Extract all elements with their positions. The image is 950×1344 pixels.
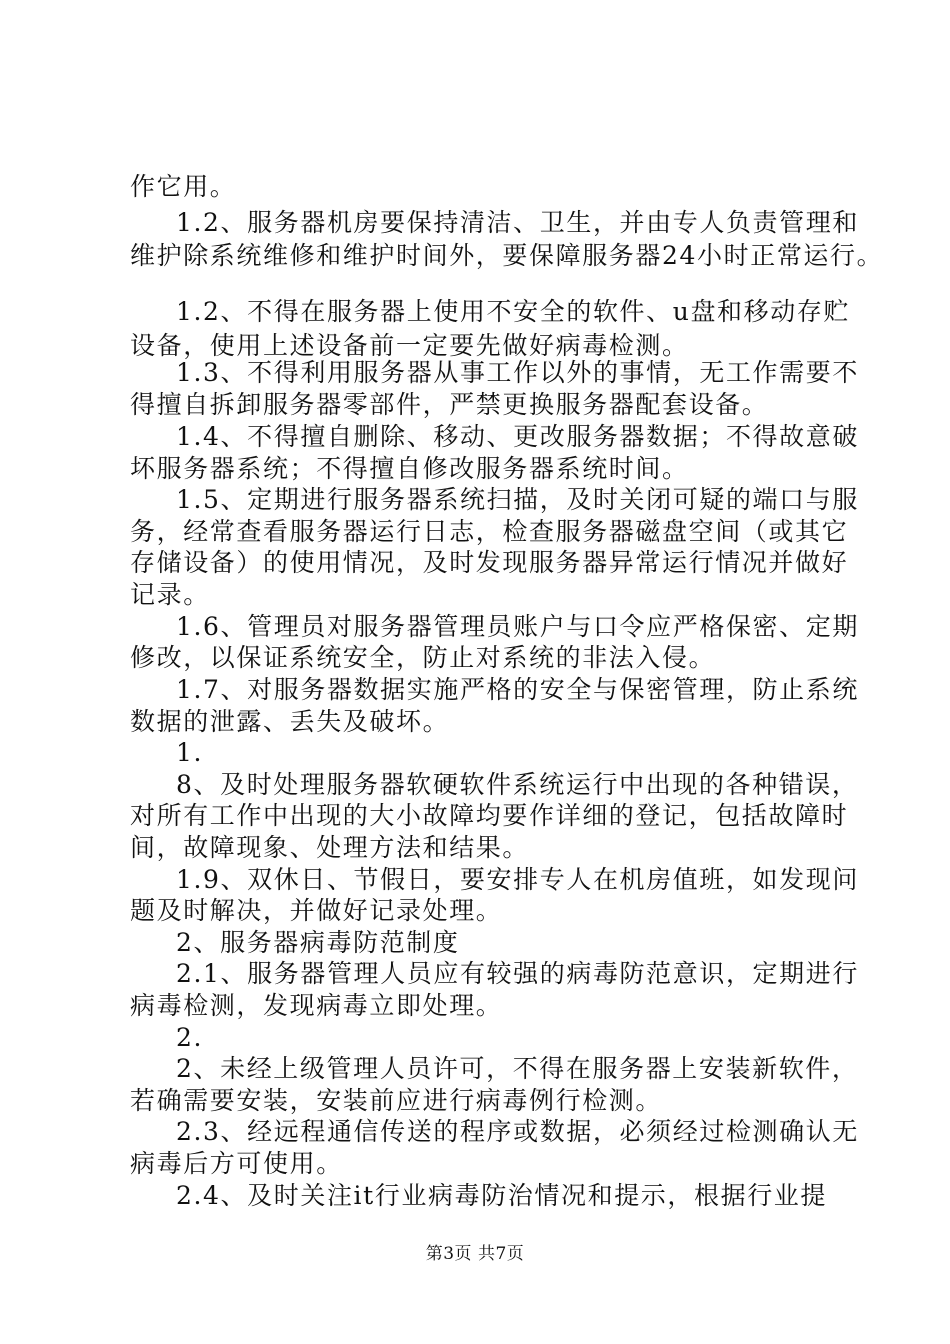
text-line: 1.2、不得在服务器上使用不安全的软件、u盘和移动存贮 — [176, 297, 851, 326]
text-line: 1.4、不得擅自删除、移动、更改服务器数据；不得故意破 — [176, 422, 859, 451]
text-line: 作它用。 — [130, 172, 237, 201]
text-line: 2.3、经远程通信传送的程序或数据，必须经过检测确认无 — [176, 1117, 859, 1146]
text-line: 对所有工作中出现的大小故障均要作详细的登记，包括故障时 — [130, 801, 849, 830]
text-line: 存储设备）的使用情况，及时发现服务器异常运行情况并做好 — [130, 548, 849, 577]
page-footer: 第3页 共7页 — [425, 1244, 525, 1264]
text-line: 病毒检测，发现病毒立即处理。 — [130, 991, 503, 1020]
text-line: 1.7、对服务器数据实施严格的安全与保密管理，防止系统 — [176, 675, 859, 704]
text-line: 记录。 — [130, 580, 210, 609]
text-line: 2. — [176, 1023, 204, 1052]
text-line: 1.9、双休日、节假日，要安排专人在机房值班，如发现问 — [176, 865, 859, 894]
text-line: 务，经常查看服务器运行日志，检查服务器磁盘空间（或其它 — [130, 517, 849, 546]
text-line: 1.2、服务器机房要保持清洁、卫生，并由专人负责管理和 — [176, 208, 859, 237]
text-line: 8、及时处理服务器软硬软件系统运行中出现的各种错误， — [176, 770, 859, 799]
text-line: 1.5、定期进行服务器系统扫描，及时关闭可疑的端口与服 — [176, 485, 859, 514]
text-line: 坏服务器系统；不得擅自修改服务器系统时间。 — [130, 454, 689, 483]
text-line: 2、未经上级管理人员许可，不得在服务器上安装新软件， — [176, 1054, 859, 1083]
text-line: 维护除系统维修和维护时间外，要保障服务器24小时正常运行。 — [130, 241, 884, 270]
text-line: 题及时解决，并做好记录处理。 — [130, 896, 503, 925]
text-line: 2.1、服务器管理人员应有较强的病毒防范意识，定期进行 — [176, 959, 859, 988]
text-line: 数据的泄露、丢失及破坏。 — [130, 707, 450, 736]
text-line: 间，故障现象、处理方法和结果。 — [130, 833, 530, 862]
text-line: 修改，以保证系统安全，防止对系统的非法入侵。 — [130, 643, 716, 672]
text-line: 1.6、管理员对服务器管理员账户与口令应严格保密、定期 — [176, 612, 859, 641]
text-line: 2.4、及时关注it行业病毒防治情况和提示，根据行业提 — [176, 1181, 828, 1210]
text-line: 1. — [176, 738, 204, 767]
text-line: 若确需要安装，安装前应进行病毒例行检测。 — [130, 1086, 663, 1115]
text-line: 设备，使用上述设备前一定要先做好病毒检测。 — [130, 331, 689, 360]
text-line: 得擅自拆卸服务器零部件，严禁更换服务器配套设备。 — [130, 390, 769, 419]
text-line: 1.3、不得利用服务器从事工作以外的事情，无工作需要不 — [176, 358, 859, 387]
text-line: 病毒后方可使用。 — [130, 1149, 343, 1178]
text-line: 2、服务器病毒防范制度 — [176, 928, 460, 957]
